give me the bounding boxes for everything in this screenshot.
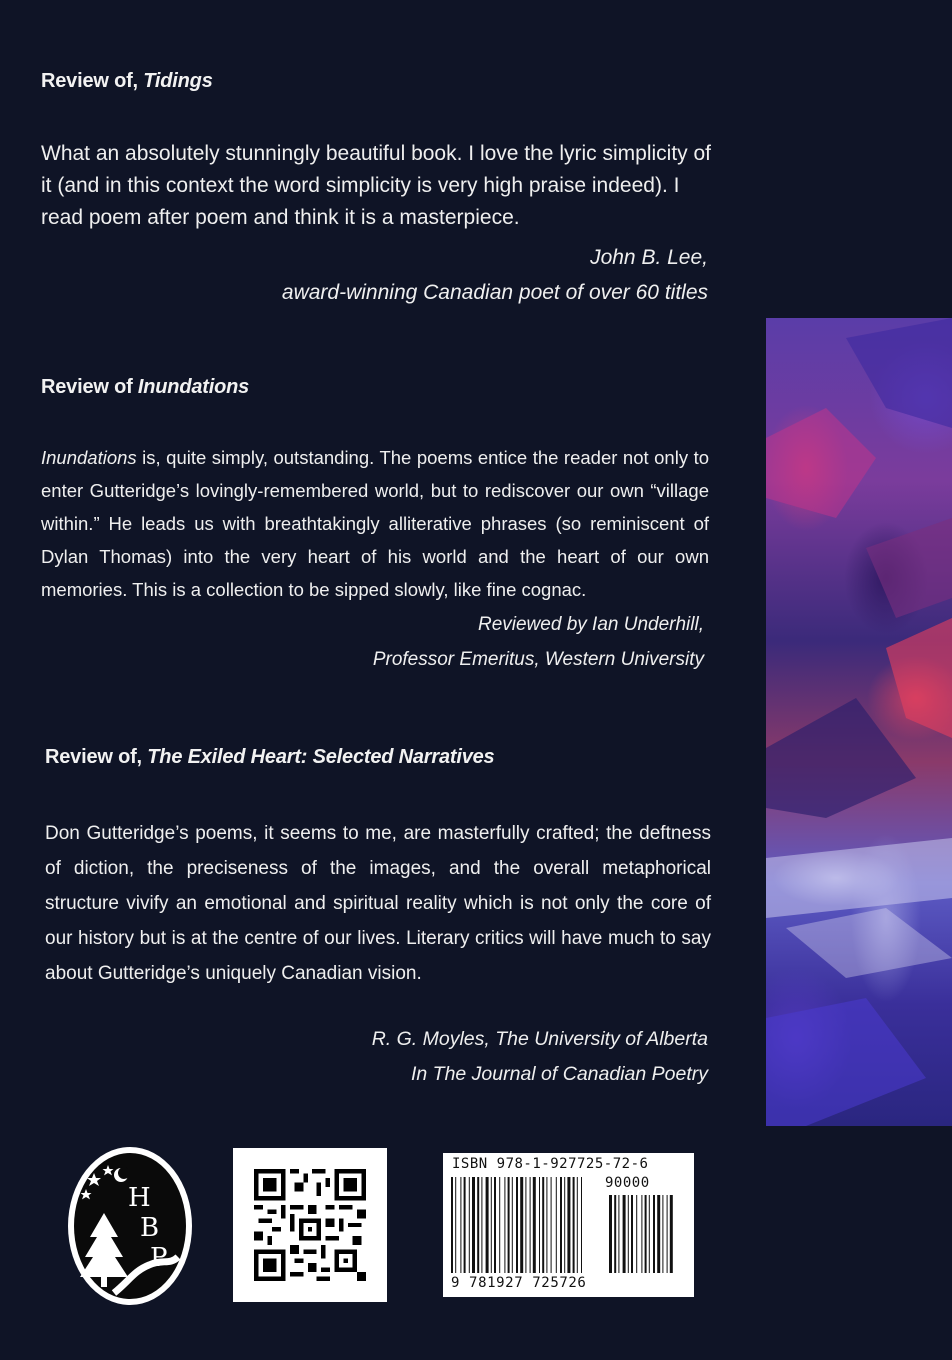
logo-letter-h: H [128, 1183, 151, 1213]
barcode-bar [512, 1177, 513, 1273]
addon-bar [628, 1195, 629, 1273]
barcode-bar [491, 1177, 492, 1273]
addon-bar [641, 1195, 642, 1273]
barcode-bar [564, 1177, 565, 1273]
addon-bar [623, 1195, 626, 1273]
barcode-bar [472, 1177, 475, 1273]
addon-bar [662, 1195, 663, 1273]
addon-bar [645, 1195, 647, 1273]
heading-prefix: Review of [41, 376, 138, 398]
barcode-bar [525, 1177, 526, 1273]
review-attribution-inundations [373, 607, 704, 677]
publisher-logo [68, 1147, 192, 1305]
price-addon: 90000 [605, 1175, 650, 1191]
reviewer-credentials: Professor Emeritus, Western University [372, 649, 704, 670]
reviewer-name: John B. Lee, [590, 246, 708, 269]
barcode-bar [546, 1177, 547, 1273]
addon-bar [609, 1195, 612, 1273]
addon-bar [631, 1195, 633, 1273]
barcode-bar [455, 1177, 456, 1273]
addon-bar [618, 1195, 619, 1273]
barcode-bar [481, 1177, 482, 1273]
review-body-exiled-heart: Don Gutteridge’s poems, it seems to me, are masterfully crafted; the deftness of diction, the preciseness of the images, and the overall metaphorical structure vivify an emotional and spiritual reality which is not only the core of our history but is at the centre of our lives. Literary critics will have much to say about Gutteridge’s uniquely Canadian vision. [45, 823, 711, 984]
review-body-tidings: What an absolutely stunningly beautiful book. I love the lyric simplicity of it (and in this context the word simplicity is very high praise indeed). I read poem after poem and think it is a masterpiece. [41, 142, 712, 229]
barcode-bar [486, 1177, 489, 1273]
barcode-bar [464, 1177, 466, 1273]
barcode-bar [556, 1177, 557, 1273]
heading-prefix: Review of, [45, 746, 148, 768]
reviewer-credentials: award-winning Canadian poet of over 60 titles [281, 281, 708, 304]
book-title: The Exiled Heart: Selected Narratives [147, 746, 495, 768]
heading-prefix: Review of, [41, 70, 144, 92]
review-attribution-exiled-heart [372, 1022, 708, 1092]
qr-code-icon [254, 1169, 366, 1281]
barcode-bar [460, 1177, 461, 1273]
tree-logo-icon [74, 1153, 186, 1299]
addon-bar [653, 1195, 655, 1273]
addon-bar [614, 1195, 616, 1273]
cover-art-strip [766, 318, 952, 1126]
review-body-inundations [41, 441, 709, 606]
barcode-bar [533, 1177, 536, 1273]
barcode-bar [530, 1177, 531, 1273]
barcode-bar [520, 1177, 523, 1273]
review-heading-inundations [41, 376, 249, 399]
barcode-bar [539, 1177, 540, 1273]
qr-code[interactable] [233, 1148, 387, 1302]
reviewer-name: R. G. Moyles, The University of Alberta [371, 1028, 708, 1050]
barcode-digits: 9 781927 725726 [451, 1275, 587, 1291]
addon-bar [657, 1195, 660, 1273]
barcode-bar [451, 1177, 453, 1273]
addon-bar [636, 1195, 637, 1273]
review-heading-tidings [41, 70, 213, 93]
barcode-bar [508, 1177, 510, 1273]
logo-letter-b: B [140, 1213, 160, 1243]
review-heading-exiled-heart [45, 746, 494, 769]
isbn-barcode [443, 1153, 694, 1297]
barcode-bar [567, 1177, 570, 1273]
barcode-bar [560, 1177, 562, 1273]
barcode-bar [573, 1177, 575, 1273]
barcode-bar [504, 1177, 505, 1273]
barcode-bar [516, 1177, 518, 1273]
barcode-bar [581, 1177, 582, 1273]
isbn-number: ISBN 978-1-927725-72-6 [452, 1156, 649, 1172]
barcode-bar [499, 1177, 500, 1273]
barcode-bar [477, 1177, 479, 1273]
book-title: Tidings [143, 70, 213, 92]
addon-bar [670, 1195, 673, 1273]
body-book-title: Inundations [41, 447, 137, 468]
body-text: is, quite simply, outstanding. The poems entice the reader not only to enter Gutteridge’s lovingly-remembered world, but to rediscover our own “village within.” He leads us with breathtakingly alliterative phrases (so reminiscent of Dylan Thomas) into the very heart of his world and the heart of our own memories. This is a collection to be sipped slowly, like fine cognac. [41, 447, 709, 600]
barcode-bar [542, 1177, 544, 1273]
barcode-bar [494, 1177, 496, 1273]
addon-bar [649, 1195, 650, 1273]
book-title: Inundations [137, 376, 250, 398]
addon-bar [667, 1195, 668, 1273]
barcode-bar [469, 1177, 470, 1273]
review-attribution-tidings [282, 240, 708, 310]
abstract-painting [766, 318, 952, 1126]
logo-letter-p: P [150, 1243, 168, 1273]
barcode-bar [577, 1177, 578, 1273]
reviewer-name: Reviewed by Ian Underhill, [477, 614, 704, 635]
reviewer-credentials: In The Journal of Canadian Poetry [410, 1063, 708, 1085]
barcode-bar [551, 1177, 552, 1273]
